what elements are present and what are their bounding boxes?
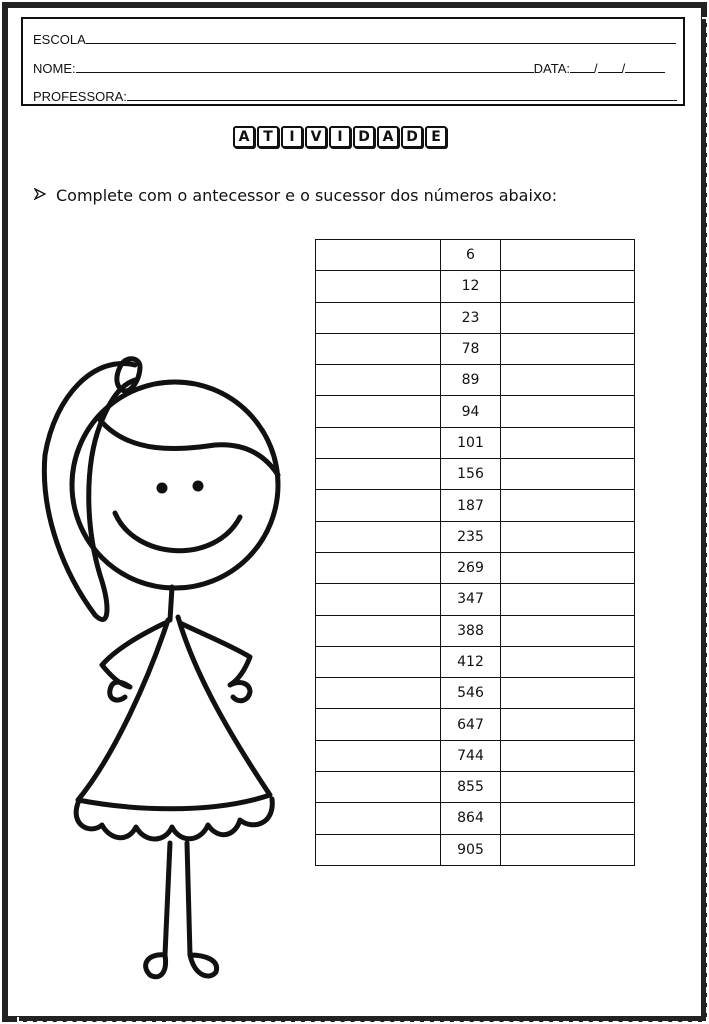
number-cell: 6 — [441, 240, 501, 271]
antecessor-cell[interactable] — [316, 271, 441, 302]
sucessor-cell[interactable] — [501, 427, 635, 458]
sucessor-cell[interactable] — [501, 302, 635, 333]
data-separator-1: / — [593, 61, 598, 76]
antecessor-cell[interactable] — [316, 552, 441, 583]
antecessor-cell[interactable] — [316, 646, 441, 677]
instruction-text: Complete com o antecessor e o sucessor dos números abaixo: — [56, 186, 558, 205]
sucessor-cell[interactable] — [501, 271, 635, 302]
number-cell: 647 — [441, 709, 501, 740]
number-cell: 905 — [441, 834, 501, 865]
sucessor-cell[interactable] — [501, 615, 635, 646]
instruction — [34, 186, 557, 205]
title-letter: I — [329, 126, 351, 148]
sucessor-cell[interactable] — [501, 740, 635, 771]
table-row — [316, 302, 635, 333]
number-cell: 855 — [441, 772, 501, 803]
antecessor-cell[interactable] — [316, 584, 441, 615]
antecessor-cell[interactable] — [316, 772, 441, 803]
title-letter: A — [233, 126, 255, 148]
number-cell: 89 — [441, 365, 501, 396]
antecessor-cell[interactable] — [316, 427, 441, 458]
data-label: DATA: — [533, 61, 570, 76]
number-cell: 744 — [441, 740, 501, 771]
antecessor-cell[interactable] — [316, 740, 441, 771]
number-cell: 235 — [441, 521, 501, 552]
sucessor-cell[interactable] — [501, 709, 635, 740]
antecessor-cell[interactable] — [316, 459, 441, 490]
table-row — [316, 490, 635, 521]
table-row — [316, 271, 635, 302]
number-cell: 347 — [441, 584, 501, 615]
number-cell: 94 — [441, 396, 501, 427]
title-letter: T — [257, 126, 279, 148]
antecessor-cell[interactable] — [316, 302, 441, 333]
number-cell: 12 — [441, 271, 501, 302]
sucessor-cell[interactable] — [501, 365, 635, 396]
antecessor-cell[interactable] — [316, 365, 441, 396]
sucessor-cell[interactable] — [501, 240, 635, 271]
number-cell: 187 — [441, 490, 501, 521]
antecessor-cell[interactable] — [316, 834, 441, 865]
number-cell: 864 — [441, 803, 501, 834]
sucessor-cell[interactable] — [501, 459, 635, 490]
professora-label: PROFESSORA: — [33, 89, 127, 104]
data-separator-2: / — [621, 61, 626, 76]
arrow-bullet-icon — [34, 188, 56, 204]
antecessor-cell[interactable] — [316, 521, 441, 552]
professora-line[interactable] — [33, 88, 677, 104]
nome-line[interactable] — [33, 60, 665, 76]
table-row — [316, 365, 635, 396]
table-row — [316, 240, 635, 271]
number-cell: 156 — [441, 459, 501, 490]
antecessor-cell[interactable] — [316, 240, 441, 271]
number-cell: 412 — [441, 646, 501, 677]
table-row — [316, 584, 635, 615]
table-row — [316, 646, 635, 677]
table-row — [316, 552, 635, 583]
number-cell: 78 — [441, 333, 501, 364]
sucessor-cell[interactable] — [501, 646, 635, 677]
escola-label: ESCOLA — [33, 32, 86, 47]
title-letter: E — [425, 126, 447, 148]
table-row — [316, 803, 635, 834]
title-letter: D — [353, 126, 375, 148]
antecessor-cell[interactable] — [316, 615, 441, 646]
sucessor-cell[interactable] — [501, 490, 635, 521]
table-row — [316, 459, 635, 490]
sucessor-cell[interactable] — [501, 552, 635, 583]
sucessor-cell[interactable] — [501, 333, 635, 364]
sucessor-cell[interactable] — [501, 584, 635, 615]
sucessor-cell[interactable] — [501, 396, 635, 427]
table-row — [316, 772, 635, 803]
sucessor-cell[interactable] — [501, 521, 635, 552]
table-row — [316, 615, 635, 646]
table-row — [316, 740, 635, 771]
title-letter: V — [305, 126, 327, 148]
table-row — [316, 396, 635, 427]
title-letter: D — [401, 126, 423, 148]
nome-label: NOME: — [33, 61, 76, 76]
antecessor-cell[interactable] — [316, 709, 441, 740]
table-row — [316, 709, 635, 740]
sucessor-cell[interactable] — [501, 803, 635, 834]
number-cell: 546 — [441, 678, 501, 709]
number-cell: 269 — [441, 552, 501, 583]
antecessor-cell[interactable] — [316, 490, 441, 521]
table-row — [316, 427, 635, 458]
sucessor-cell[interactable] — [501, 772, 635, 803]
escola-line[interactable] — [33, 31, 676, 47]
title-letter: I — [281, 126, 303, 148]
antecessor-cell[interactable] — [316, 333, 441, 364]
title-letter: A — [377, 126, 399, 148]
student-info-box — [21, 17, 685, 106]
table-row — [316, 834, 635, 865]
antecessor-cell[interactable] — [316, 678, 441, 709]
sucessor-cell[interactable] — [501, 678, 635, 709]
number-cell: 23 — [441, 302, 501, 333]
number-cell: 388 — [441, 615, 501, 646]
number-cell: 101 — [441, 427, 501, 458]
number-table — [315, 239, 635, 866]
antecessor-cell[interactable] — [316, 803, 441, 834]
antecessor-cell[interactable] — [316, 396, 441, 427]
activity-title — [233, 126, 447, 148]
table-row — [316, 333, 635, 364]
girl-stick-figure-icon — [40, 355, 290, 995]
table-row — [316, 678, 635, 709]
sucessor-cell[interactable] — [501, 834, 635, 865]
table-row — [316, 521, 635, 552]
